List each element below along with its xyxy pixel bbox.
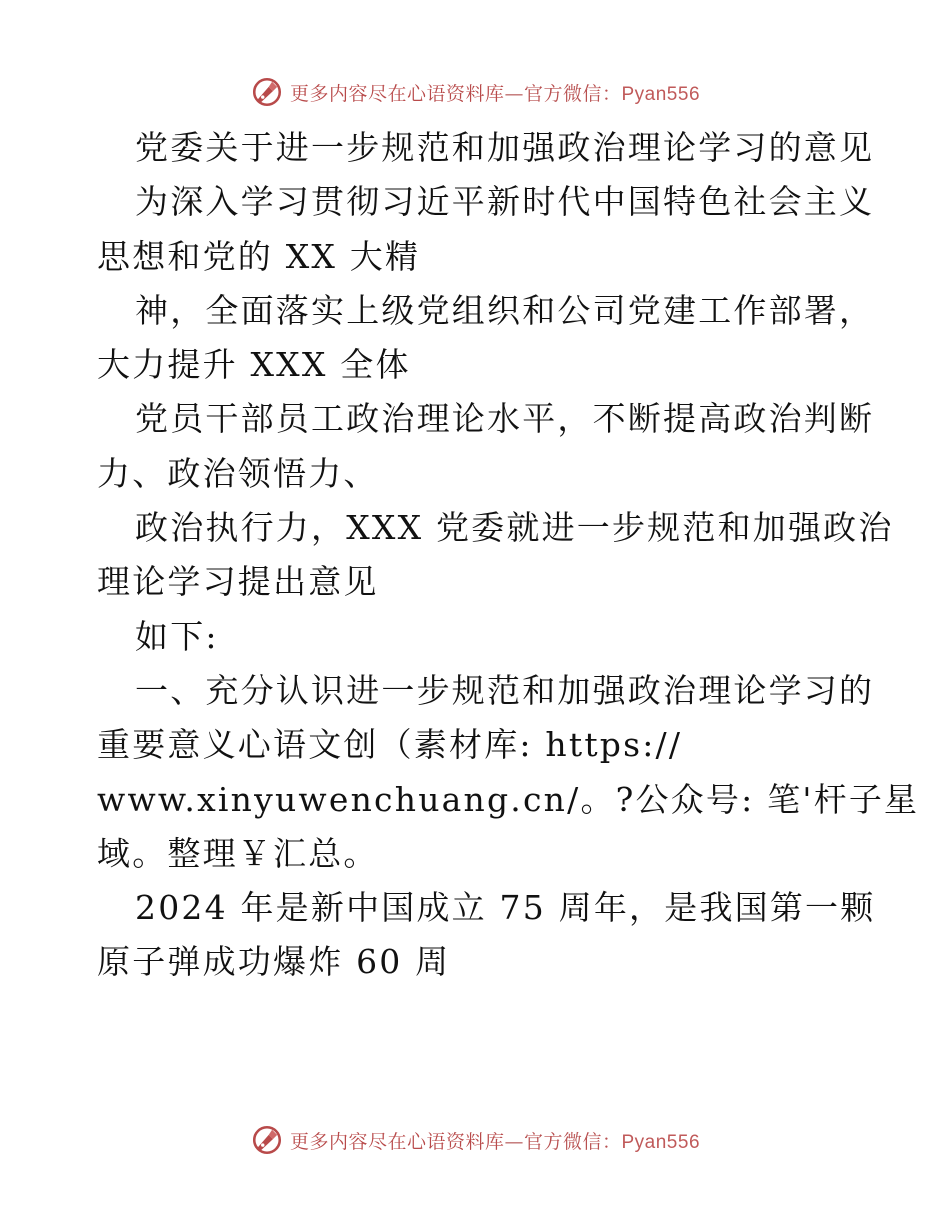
footer-dash: —: [504, 1130, 524, 1153]
header-wechat-label: 官方微信：: [523, 82, 622, 105]
pen-nib-circle-icon: [250, 75, 284, 109]
text-line: 原子弹成功爆炸 60 周: [97, 942, 451, 982]
text-line: 一、充分认识进一步规范和加强政治理论学习的: [135, 670, 875, 710]
header-brand-text: 更多内容尽在心语资料库: [289, 82, 505, 105]
footer-wechat-id: Pyan556: [621, 1131, 701, 1153]
text-line: www.xinyuwenchuang.cn/。?公众号: 笔'杆子星: [97, 779, 920, 819]
header-wechat-id: Pyan556: [621, 83, 701, 105]
document-body: [97, 121, 920, 990]
text-line: 大力提升 XXX 全体: [97, 345, 411, 385]
text-line: 思想和党的 XX 大精: [97, 236, 421, 276]
text-line: 域。整理￥汇总。: [97, 833, 379, 873]
header-dash: —: [504, 82, 524, 105]
footer-brand-text: 更多内容尽在心语资料库: [289, 1130, 505, 1153]
text-line: 2024 年是新中国成立 75 周年，是我国第一颗: [135, 888, 876, 928]
header-watermark-text: [290, 79, 700, 106]
pen-nib-circle-icon: [250, 1123, 284, 1157]
footer-watermark-text: [290, 1127, 700, 1154]
footer-watermark-banner: [0, 1120, 950, 1160]
footer-wechat-label: 官方微信：: [523, 1130, 622, 1153]
text-line: 神，全面落实上级党组织和公司党建工作部署，: [135, 290, 875, 330]
text-line: 理论学习提出意见: [97, 562, 379, 602]
text-line: 政治执行力，XXX 党委就进一步规范和加强政治: [135, 508, 894, 548]
text-line: 为深入学习贯彻习近平新时代中国特色社会主义: [135, 182, 875, 222]
header-watermark-banner: [0, 72, 950, 112]
document-title: 党委关于进一步规范和加强政治理论学习的意见: [135, 128, 875, 167]
text-line: 如下:: [135, 616, 219, 656]
text-line: 力、政治领悟力、: [97, 453, 379, 493]
text-line: 党员干部员工政治理论水平，不断提高政治判断: [135, 399, 875, 439]
text-line: 重要意义心语文创（素材库: https://: [97, 725, 683, 765]
